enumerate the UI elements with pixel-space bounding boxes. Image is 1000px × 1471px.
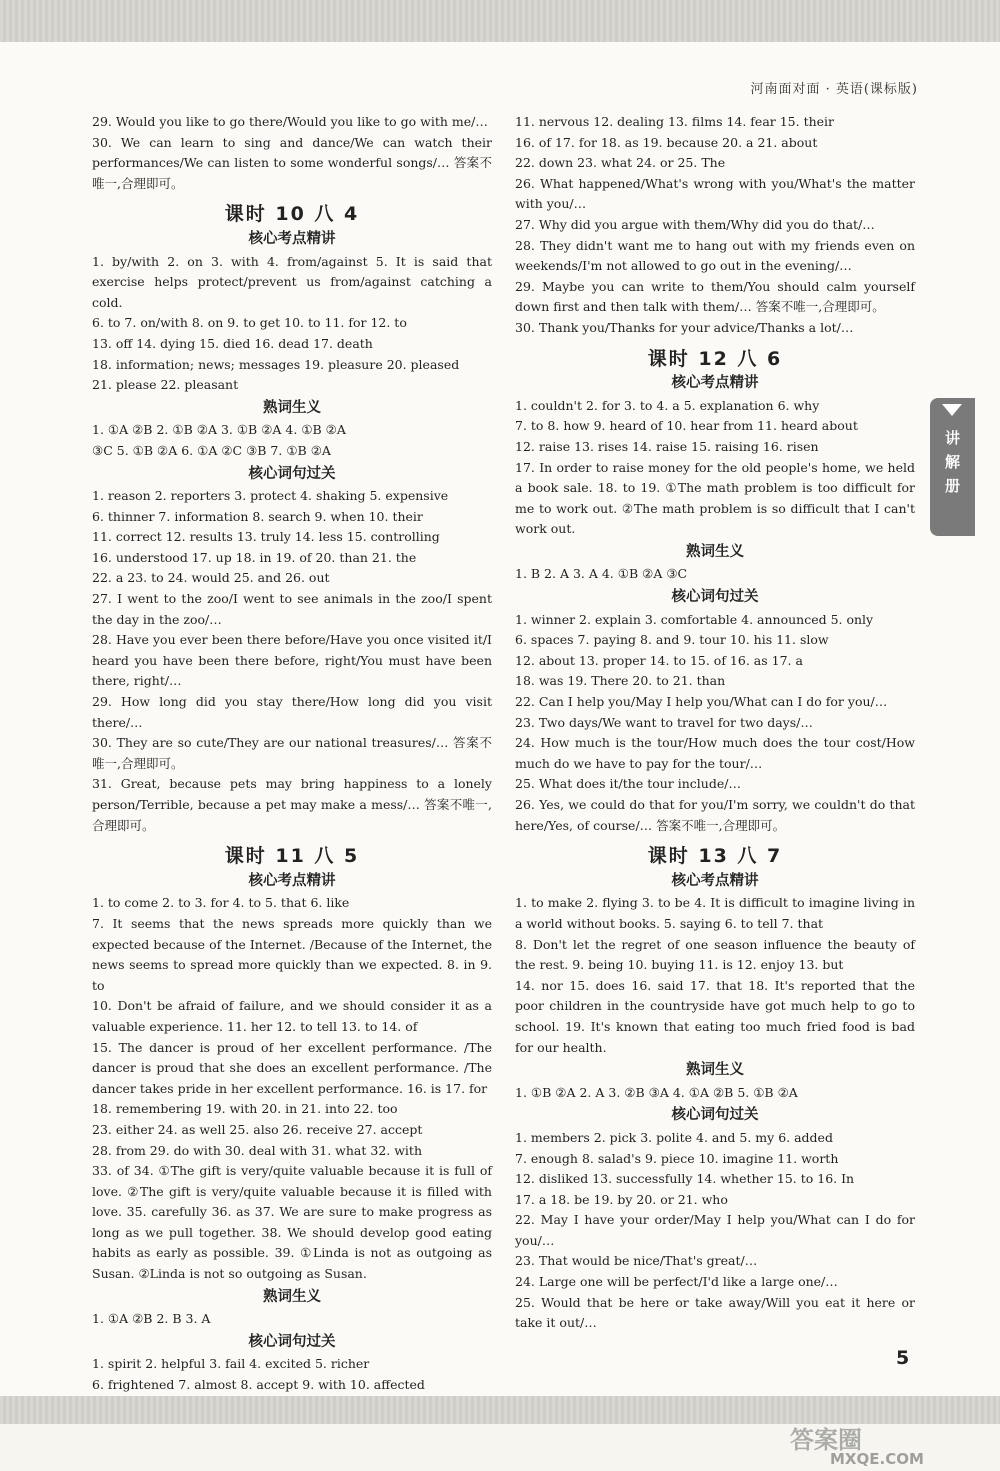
answer-line: 1. ①A ②B 2. ①B ②A 3. ①B ②A 4. ①B ②A xyxy=(92,422,346,438)
answer-line: 7. to 8. how 9. heard of 10. hear from 11. heard about xyxy=(515,418,858,434)
answer-line: 1. ①B ②A 2. A 3. ②B ③A 4. ①A ②B 5. ①B ②A xyxy=(515,1084,798,1100)
answer-line: 17. In order to raise money for the old people's home, we held a book sale. 18. to 19. ①The math problem is too difficult for me to work out. ②The math problem is so difficult that I can't work out. xyxy=(515,459,915,537)
answer-line: 1. by/with 2. on 3. with 4. from/against 5. It is said that exercise helps protect/prevent us from/against catching a cold. xyxy=(92,253,492,310)
answer-line: 22. a 23. to 24. would 25. and 26. out xyxy=(92,570,330,586)
answer-line: 25. What does it/the tour include/… xyxy=(515,776,741,792)
answer-line: 23. Two days/We want to travel for two days/… xyxy=(515,714,813,730)
answer-line: 29. Would you like to go there/Would you like to go with me/… xyxy=(92,114,488,129)
scan-border-top xyxy=(0,0,1000,42)
answer-line: 18. remembering 19. with 20. in 21. into 22. too xyxy=(92,1101,398,1117)
answer-line: ③C 5. ①B ②A 6. ①A ②C ③B 7. ①B ②A xyxy=(92,442,331,458)
answer-line: 24. Large one will be perfect/I'd like a large one/… xyxy=(515,1274,838,1290)
watermark-url: MXQE.COM xyxy=(830,1450,924,1468)
answer-line: 11. correct 12. results 13. truly 14. less 15. controlling xyxy=(92,529,440,545)
answer-line: 6. frightened 7. almost 8. accept 9. with 10. affected xyxy=(92,1377,425,1393)
answer-line: 1. to make 2. flying 3. to be 4. It is difficult to imagine living in a world without books. 5. saying 6. to tell 7. that xyxy=(515,895,915,931)
lesson-heading: 课时 12 八 6 xyxy=(647,347,783,370)
answer-line: 24. How much is the tour/How much does the tour cost/How much do we have to pay for the tour/… xyxy=(515,735,915,771)
subsection-heading: 核心考点精讲 xyxy=(248,230,336,247)
answer-line: 1. spirit 2. helpful 3. fail 4. excited 5. richer xyxy=(92,1356,370,1372)
answer-line: 6. spaces 7. paying 8. and 9. tour 10. his 11. slow xyxy=(515,632,829,648)
answer-line: 1. members 2. pick 3. polite 4. and 5. my 6. added xyxy=(515,1129,833,1145)
answer-line: 26. Yes, we could do that for you/I'm sorry, we couldn't do that here/Yes, of course/… 答案不唯一,合理即可。 xyxy=(515,797,915,833)
answer-line: 28. from 29. do with 30. deal with 31. what 32. with xyxy=(92,1142,422,1158)
subsection-heading: 熟词生义 xyxy=(686,543,744,560)
side-tab-label: 讲 解 册 xyxy=(944,429,960,495)
answer-line: 12. raise 13. rises 14. raise 15. raising 16. risen xyxy=(515,438,819,454)
answer-line: 14. nor 15. does 16. said 17. that 18. It's reported that the poor children in the countryside have got much help to go to school. 19. It's known that eating too much fried food is bad for our health. xyxy=(515,977,915,1055)
answer-line: 10. Don't be afraid of failure, and we should consider it as a valuable experience. 11. her 12. to tell 13. to 14. of xyxy=(92,998,492,1034)
answer-line: 30. We can learn to sing and dance/We can watch their performances/We can listen to some wonderful songs/… 答案不唯一,合理即可。 xyxy=(92,134,492,191)
section-side-tab xyxy=(930,398,975,536)
answer-line: 22. down 23. what 24. or 25. The xyxy=(515,155,726,171)
running-header: 河南面对面 · 英语(课标版) xyxy=(750,82,918,97)
answer-line: 18. was 19. There 20. to 21. than xyxy=(515,673,726,689)
answer-line: 23. That would be nice/That's great/… xyxy=(515,1253,758,1269)
answer-line: 1. B 2. A 3. A 4. ①B ②A ③C xyxy=(515,566,688,582)
answer-line: 8. Don't let the regret of one season influence the beauty of the rest. 9. being 10. buying 11. is 12. enjoy 13. but xyxy=(515,936,915,973)
answer-line: 1. ①A ②B 2. B 3. A xyxy=(92,1311,211,1327)
answer-line: 28. They didn't want me to hang out with my friends even on weekends/I'm not allowed to go out in the evening/… xyxy=(515,237,915,274)
answer-line: 31. Great, because pets may bring happiness to a lonely person/Terrible, because a pet may make a mess/… 答案不唯一,合理即可。 xyxy=(92,776,492,833)
answer-line: 18. information; news; messages 19. pleasure 20. pleased xyxy=(92,356,460,372)
answer-line: 7. enough 8. salad's 9. piece 10. imagine 11. worth xyxy=(515,1150,839,1166)
answer-line: 33. of 34. ①The gift is very/quite valuable because it is full of love. ②The gift is very/quite valuable because it is filled with love. 35. carefully 36. as 37. We are sure to make progress as long as we pull together. 38. We should develop good eating habits as early as possible. 39. ①Linda is not as outgoing as Susan. ②Linda is not so outgoing as Susan. xyxy=(92,1163,492,1282)
answer-line: 22. May I have your order/May I help you/What can I do for you/… xyxy=(515,1212,915,1248)
answer-line: 29. How long did you stay there/How long did you visit there/… xyxy=(92,694,492,730)
watermark-text: 答案圈 xyxy=(790,1426,862,1454)
subsection-heading: 核心词句过关 xyxy=(248,465,336,482)
answer-line: 1. couldn't 2. for 3. to 4. a 5. explanation 6. why xyxy=(515,397,820,413)
answer-line: 22. Can I help you/May I help you/What can I do for you/… xyxy=(515,694,888,710)
right-column xyxy=(515,112,915,1334)
answer-line: 29. Maybe you can write to them/You should calm yourself down first and then talk with them/… 答案不唯一,合理即可。 xyxy=(515,278,915,315)
answer-line: 7. It seems that the news spreads more quickly than we expected because of the Internet. /Because of the Internet, the news seems to spread more quickly than we expected. 8. in 9. to xyxy=(92,915,492,993)
answer-line: 25. Would that be here or take away/Will you eat it here or take it out/… xyxy=(515,1294,915,1331)
answer-line: 15. The dancer is proud of her excellent performance. /The dancer is proud that she does an excellent performance. /The dancer takes pride in her excellent performance. 16. is 17. for xyxy=(92,1039,492,1096)
answer-line: 11. nervous 12. dealing 13. films 14. fear 15. their xyxy=(515,114,835,129)
subsection-heading: 核心考点精讲 xyxy=(671,375,759,392)
answer-line: 1. to come 2. to 3. for 4. to 5. that 6. like xyxy=(92,895,350,911)
subsection-heading: 熟词生义 xyxy=(263,1288,321,1305)
page-number: 5 xyxy=(896,1347,910,1369)
subsection-heading: 核心词句过关 xyxy=(671,1107,759,1124)
answer-line: 27. Why did you argue with them/Why did you do that/… xyxy=(515,216,875,232)
lesson-heading: 课时 10 八 4 xyxy=(224,203,360,226)
answer-line: 12. disliked 13. successfully 14. whether 15. to 16. In xyxy=(515,1171,855,1187)
answer-line: 1. reason 2. reporters 3. protect 4. shaking 5. expensive xyxy=(92,488,449,504)
answer-line: 12. about 13. proper 14. to 15. of 16. as 17. a xyxy=(515,652,803,668)
answer-line: 30. Thank you/Thanks for your advice/Thanks a lot/… xyxy=(515,319,854,335)
answer-line: 6. to 7. on/with 8. on 9. to get 10. to 11. for 12. to xyxy=(92,315,407,331)
answer-line: 21. please 22. pleasant xyxy=(92,377,239,393)
watermark-logo xyxy=(790,1420,990,1470)
answer-line: 23. either 24. as well 25. also 26. receive 27. accept xyxy=(92,1121,423,1137)
tab-triangle-icon xyxy=(942,404,962,416)
lesson-heading: 课时 13 八 7 xyxy=(647,845,783,868)
subsection-heading: 熟词生义 xyxy=(686,1062,744,1079)
answer-line: 16. of 17. for 18. as 19. because 20. a 21. about xyxy=(515,134,818,150)
answer-line: 26. What happened/What's wrong with you/What's the matter with you/… xyxy=(515,175,915,212)
answer-line: 1. winner 2. explain 3. comfortable 4. announced 5. only xyxy=(515,611,874,627)
subsection-heading: 核心考点精讲 xyxy=(248,872,336,889)
answer-line: 6. thinner 7. information 8. search 9. when 10. their xyxy=(92,508,423,524)
answer-line: 17. a 18. be 19. by 20. or 21. who xyxy=(515,1191,728,1207)
subsection-heading: 熟词生义 xyxy=(263,399,321,416)
subsection-heading: 核心考点精讲 xyxy=(671,872,759,889)
answer-line: 16. understood 17. up 18. in 19. of 20. than 21. the xyxy=(92,549,417,565)
left-column xyxy=(92,112,492,1396)
subsection-heading: 核心词句过关 xyxy=(671,589,759,606)
lesson-heading: 课时 11 八 5 xyxy=(224,845,360,868)
answer-line: 28. Have you ever been there before/Have you once visited it/I heard you have been there before, right/You must have been there, right/… xyxy=(92,632,492,689)
subsection-heading: 核心词句过关 xyxy=(248,1333,336,1350)
answer-line: 13. off 14. dying 15. died 16. dead 17. death xyxy=(92,335,373,351)
answer-line: 30. They are so cute/They are our national treasures/… 答案不唯一,合理即可。 xyxy=(92,735,492,771)
answer-line: 27. I went to the zoo/I went to see animals in the zoo/I spent the day in the zoo/… xyxy=(92,591,492,627)
